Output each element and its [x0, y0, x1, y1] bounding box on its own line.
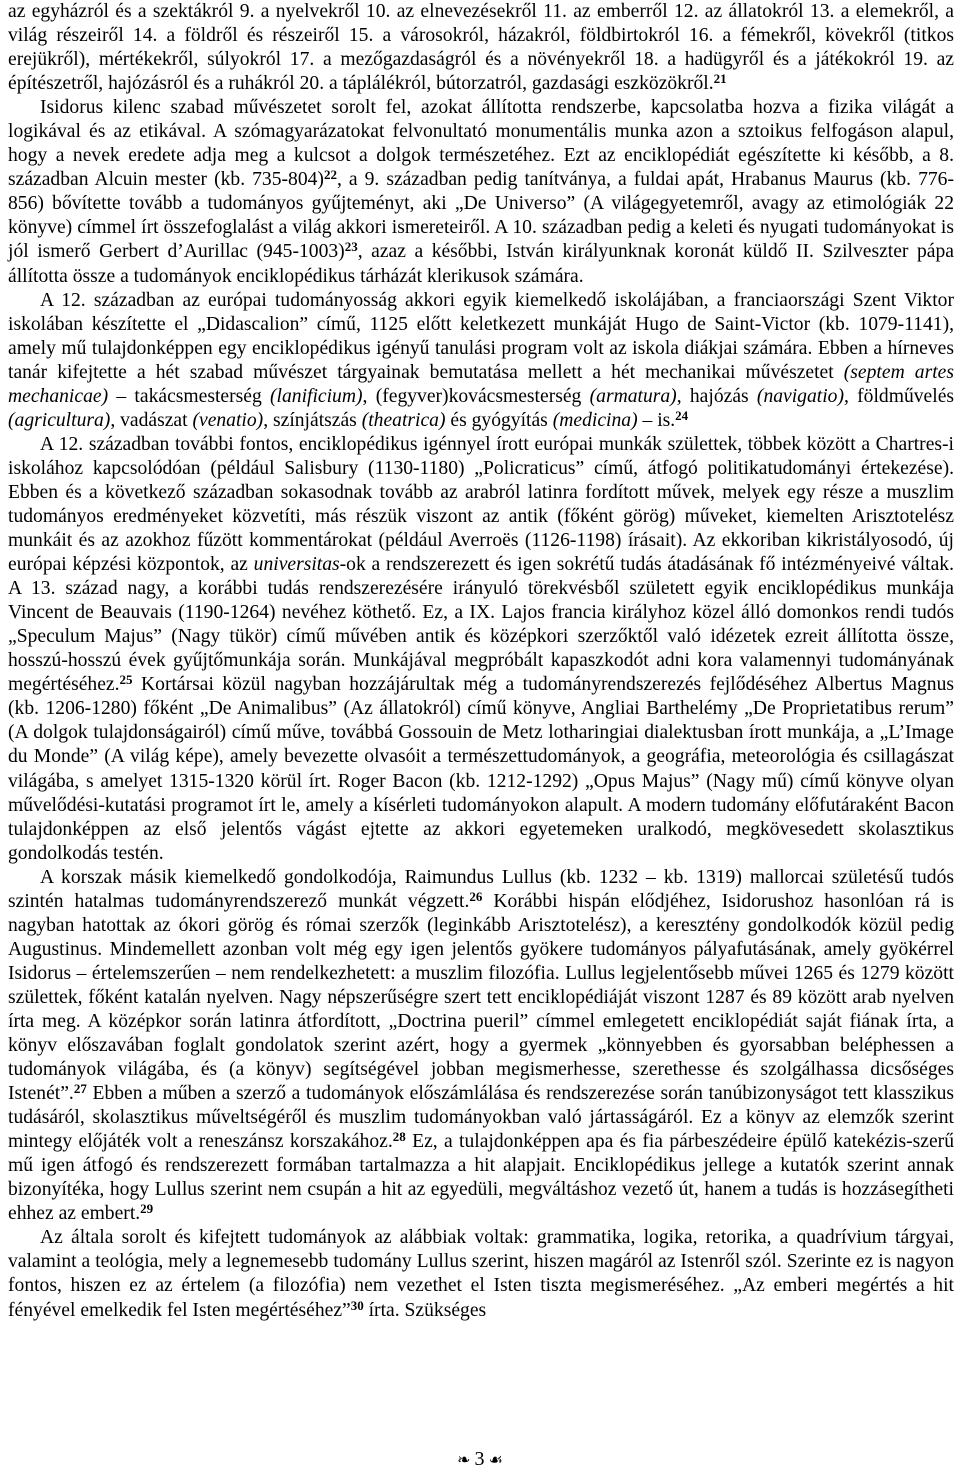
text-run: Ebben a műben a szerző a tudományok előszámlálása és rendszerezése során tanúbizonyságot tett klasszikus tudásáról, skolasztikus műveltségéről és muszlim tudományokban való jártasságáról. Ez a könyv az elemzők szerint mintegy előjáték volt a reneszánsz korszakához. — [8, 1083, 954, 1153]
text-run: Isidorus kilenc szabad művészetet sorolt fel, azokat állította rendszerbe, kapcsolatba hozva a fizika világát a logikával és az etikával. A szómagyarázatokat felvonultató monumentális munka azon a sztoikus felfogáson alapul, hogy a nevek eredete adja meg a kulcsot a dolgok természetéhez. Ezt az enciklopédiát egészítette ki később, a 8. században Alcuin mester (kb. 735-804) — [8, 97, 954, 191]
footnote-reference: 21 — [713, 71, 727, 87]
ornament-right-icon: ☙ — [488, 1450, 503, 1469]
text-run: A 12. században az európai tudományosság akkori egyik kiemelkedő iskolájában, a franciaországi Szent Viktor iskolában készítette el „Didascalion” című, 1125 előtt keletkezett munkáját Hugo de Saint-Victor (kb. 1079-1141), amely mű tulajdonképpen egy enciklopédikus igényű tanulási program volt az iskola diákjai számára. Ebben a hírneves tanár kifejtette a hét szabad művészet tárgyainak bemutatása mellett a hét mechanikai művészetet — [8, 289, 954, 383]
text-run: Kortársai közül nagyban hozzájárultak még a tudományrendszerezés fejlődéséhez Albertus Magnus (kb. 1206-1280) főként „De Animalibus” (Az állatokról) című könyve, Angliai Barthelémy „De Proprietatibus rerum” (A dolgok tulajdonságairól) című műve, továbbá Gossouin de Metz lotharingiai dialektusban írott munkája, a „L’Image du Monde” (A világ képe), amely bevezette olvasóit a természettudományok, a geográfia, meteorológia és csillagászat világába, s amelyet 1315-1320 körül írt. Roger Bacon (kb. 1212-1292) „Opus Majus” (Nagy mű) című könyve olyan művelődési-kutatási programot írt le, amely a kísérleti tudományokon alapult. A modern tudomány előfutáraként Bacon tulajdonképpen az első jelentős vágást ejtette az akkori egyetemeken uralkodó, megkövesedett skolasztikus gondolkodás testén. — [8, 674, 954, 864]
text-run: írta. Szükséges — [363, 1299, 487, 1321]
paragraph — [8, 96, 954, 288]
text-run: , a 9. században pedig tanítványa, a fuldai apát, Hrabanus Maurus (kb. 776-856) bővítette tovább a tudományos gyűjteményt, aki „De Universo” (A világegyetemről, avagy az etimológiák 22 könyve) címmel írt összefoglalást a világ akkori ismereteiről. A 10. században pedig a keleti és nyugati tudományokat is jól ismerő Gerbert d’Aurillac (945-1003) — [8, 169, 955, 263]
text-run: , földművelés — [843, 385, 955, 407]
footnote-reference: 28 — [392, 1129, 406, 1145]
paragraph — [8, 289, 954, 433]
text-run: az egyházról és a szektákról 9. a nyelvekről 10. az elnevezésekről 11. az emberről 12. az állatokról 13. a elemekről, a világ részeiről 14. a földről és részeiről 15. a városokról, házakról, földbirtokról 16. a fémekről, kövekről (titkos erejükről), mértékekről, súlyokról 17. a mezőgazdaságról és a növényekről 18. a hadügyről és a játékokról 19. az építészetről, hajózásról és a ruhákról 20. a táplálékról, bútorzatról, gazdasági eszközökről. — [8, 1, 954, 95]
paragraph — [8, 433, 954, 866]
text-run: A korszak másik kiemelkedő gondolkodója, Raimundus Lullus (kb. 1232 – kb. 1319) mallorcai születésű tudós szintén hatalmas tudományrendszerező munkát végzett. — [8, 866, 954, 912]
footnote-reference: 24 — [675, 407, 689, 423]
text-run: , azaz a későbbi, István királyunknak koronát küldő II. Szilveszter pápa állította össze a tudományok enciklopédikus tárházát klerikusok számára. — [8, 241, 954, 287]
text-run: , hajózás — [676, 385, 757, 407]
text-run: – takácsmesterség — [108, 385, 271, 407]
text-run: Korábbi hispán elődjéhez, Isidorushoz hasonlóan rá is nagyban hatottak az ókori görög és római szerzők (leginkább Arisztotelész), a keresztény gondolkodók közül pedig Augustinus. Mindemellett azonban volt még egy igen jelentős gyökere tudományos pályafutásának, amely gyökérrel Isidorus – értelemszerűen – nem rendelkezhetett: a muszlim filozófia. Lullus legjelentősebb művei 1265 és 1279 között születtek, főként katalán nyelven. Nagy népszerűségre szert tett enciklopédiáját viszont 1287 és 89 között arab nyelven írta meg. A középkor során latinra átfordított, „Doctrina pueril” címmel emlegetett enciklopédiát saját fiának írta, a könyv előszavában foglalt gondolatok szerint azért, hogy a gyermek „könnyebben és gyorsabban beléphessen a tudományok világába, és (a könyv) segítségével jobban megismerhesse, szerethesse és szolgálhassa dicsőséges Istenét”. — [8, 890, 954, 1105]
footnote-reference: 30 — [350, 1297, 364, 1313]
text-run: -ok a rendszerezett és igen sokrétű tudás átadásának fő intézményeivé váltak. A 13. század nagy, a korábbi tudás rendszerezésére irányuló törekvésből született egyik enciklopédikus munkája Vincent de Beauvais (1190-1264) nevéhez köthető. Ez, a IX. Lajos francia királyhoz közel álló domonkos rendi tudós „Speculum Majus” (Nagy tükör) című művében antik és középkori szerzőktől való idézetek ezreit állította össze, hosszú-hosszú évek gyűjtőmunkája során. Munkájával megpróbált kapaszkodót adni kora valamennyi tudományának megértéséhez. — [8, 554, 955, 696]
italic-term: (theatrica) — [361, 409, 446, 431]
ornament-left-icon: ❧ — [457, 1450, 471, 1469]
italic-term: (lanificium) — [270, 385, 363, 407]
footnote-reference: 27 — [73, 1081, 87, 1097]
footnote-reference: 26 — [469, 888, 483, 904]
text-run: Az általa sorolt és kifejtett tudományok az alábbiak voltak: grammatika, logika, retorika, a quadrívium tárgyai, valamint a teológia, mely a legnemesebb tudomány Lullus szerint, hiszen magáról az Istenről szól. Szerinte ez is nagyon fontos, hiszen ez az értelem (a filozófia) nem vezethet el Isten tiszta megismeréséhez. „Az emberi megértés a hit fényével emelkedik fel Isten megértéséhez” — [8, 1227, 954, 1321]
page-number: 3 — [474, 1448, 485, 1470]
italic-term: universitas — [253, 554, 340, 576]
text-run: és gyógyítás — [445, 409, 553, 431]
footnote-reference: 22 — [323, 167, 337, 183]
footnote-reference: 25 — [119, 672, 133, 688]
paragraph — [8, 0, 954, 96]
italic-term: (venatio) — [192, 409, 264, 431]
paragraph — [8, 1226, 954, 1322]
text-run: A 12. században további fontos, enciklopédikus igénnyel írott európai munkák születtek, többek között a Chartres-i iskolához kapcsolódóan (például Salisbury (1130-1180) „Policraticus” című, átfogó politikatudományi értekezése). Ebben és a következő században sokasodnak tovább az arabról latinra fordított művek, melyek egy része a muszlim tudományos eredményeket közvetíti, más részük viszont az antik (főként görög) műveket, kiemelten Arisztotelész munkáit és az azokhoz fűzött kommentárokat (például Averroës (1126-1198) írásait). Az ekkoriban kikristályosodó, új európai képzési központok, az — [8, 433, 954, 576]
page-footer — [0, 1447, 960, 1472]
text-run: , (fegyver)kovácsmesterség — [362, 385, 590, 407]
italic-term: (medicina) — [552, 409, 638, 431]
text-run: Ez, a tulajdonképpen apa és fia párbeszédeire épülő katekézis-szerű mű igen átfogó és rendszerezett formában tartalmazza a hit alapjait. Enciklopédikus jellege a kutatók szerint annak bizonyítéka, hogy Lullus szerint nem csupán a hit az egyedüli, megváltáshoz vezető út, hanem a tudás is hozzásegítheti ehhez az embert. — [8, 1131, 954, 1225]
text-run: – is. — [637, 409, 676, 431]
italic-term: (armatura) — [589, 385, 677, 407]
paragraph — [8, 866, 954, 1227]
text-run: , vadászat — [110, 409, 193, 431]
text-run: , színjátszás — [263, 409, 362, 431]
footnote-reference: 29 — [140, 1201, 154, 1217]
italic-term: (septem artes mechanicae) — [8, 361, 954, 407]
footnote-reference: 23 — [344, 239, 358, 255]
italic-term: (agricultura) — [8, 409, 111, 431]
italic-term: (navigatio) — [756, 385, 844, 407]
body-text — [8, 0, 954, 1323]
